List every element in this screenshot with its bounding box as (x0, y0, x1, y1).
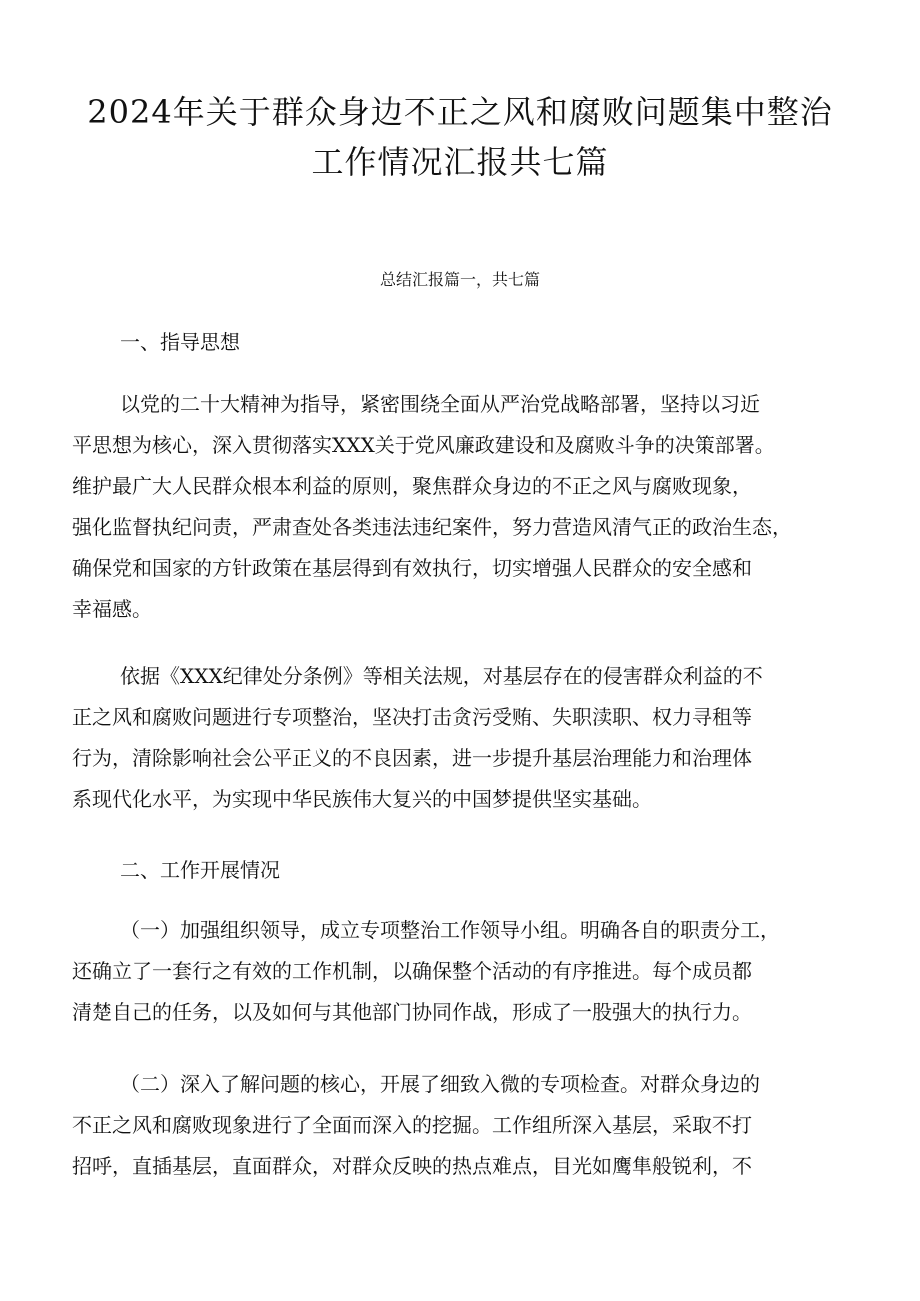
section-heading-guiding-ideology: 一、指导思想 (120, 330, 240, 354)
paragraph-line: （一）加强组织领导，成立专项整治工作领导小组。明确各自的职责分工， (120, 918, 780, 942)
section-heading-work-progress: 二、工作开展情况 (120, 858, 280, 882)
paragraph-line: 维护最广大人民群众根本利益的原则，聚焦群众身边的不正之风与腐败现象， (72, 474, 752, 498)
paragraph-guiding-ideology-2 (72, 656, 862, 820)
paragraph-line: 正之风和腐败问题进行专项整治，坚决打击贪污受贿、失职渎职、权力寻租等 (72, 705, 752, 729)
document-title-line-1: 2024年关于群众身边不正之风和腐败问题集中整治 (87, 93, 833, 131)
paragraph-line: 招呼，直插基层，直面群众，对群众反映的热点难点，目光如鹰隼般锐利，不 (72, 1154, 752, 1178)
paragraph-line: 强化监督执纪问责，严肃查处各类违法违纪案件，努力营造风清气正的政治生态， (72, 515, 792, 539)
document-subtitle: 总结汇报篇一，共七篇 (379, 270, 540, 289)
paragraph-line: 依据《XXX纪律处分条例》等相关法规，对基层存在的侵害群众利益的不 (120, 664, 763, 688)
paragraph-guiding-ideology-1 (72, 384, 862, 630)
paragraph-line: 行为，清除影响社会公平正义的不良因素，进一步提升基层治理能力和治理体 (72, 746, 752, 770)
paragraph-line: 确保党和国家的方针政策在基层得到有效执行，切实增强人民群众的安全感和 (72, 556, 752, 580)
document-title-line-2: 工作情况汇报共七篇 (311, 143, 609, 181)
paragraph-line: 平思想为核心，深入贯彻落实XXX关于党风廉政建设和及腐败斗争的决策部署。 (72, 433, 775, 457)
paragraph-line: 还确立了一套行之有效的工作机制，以确保整个活动的有序推进。每个成员都 (72, 959, 752, 983)
paragraph-line: 不正之风和腐败现象进行了全面而深入的挖掘。工作组所深入基层，采取不打 (72, 1113, 752, 1137)
paragraph-line: 系现代化水平，为实现中华民族伟大复兴的中国梦提供坚实基础。 (72, 787, 652, 811)
paragraph-work-progress-1 (72, 910, 862, 1033)
paragraph-work-progress-2 (72, 1064, 862, 1187)
paragraph-line: 以党的二十大精神为指导，紧密围绕全面从严治党战略部署，坚持以习近 (120, 392, 760, 416)
paragraph-line: 清楚自己的任务，以及如何与其他部门协同作战，形成了一股强大的执行力。 (72, 1000, 752, 1024)
paragraph-line: 幸福感。 (72, 597, 152, 621)
paragraph-line: （二）深入了解问题的核心，开展了细致入微的专项检查。对群众身边的 (120, 1072, 760, 1096)
